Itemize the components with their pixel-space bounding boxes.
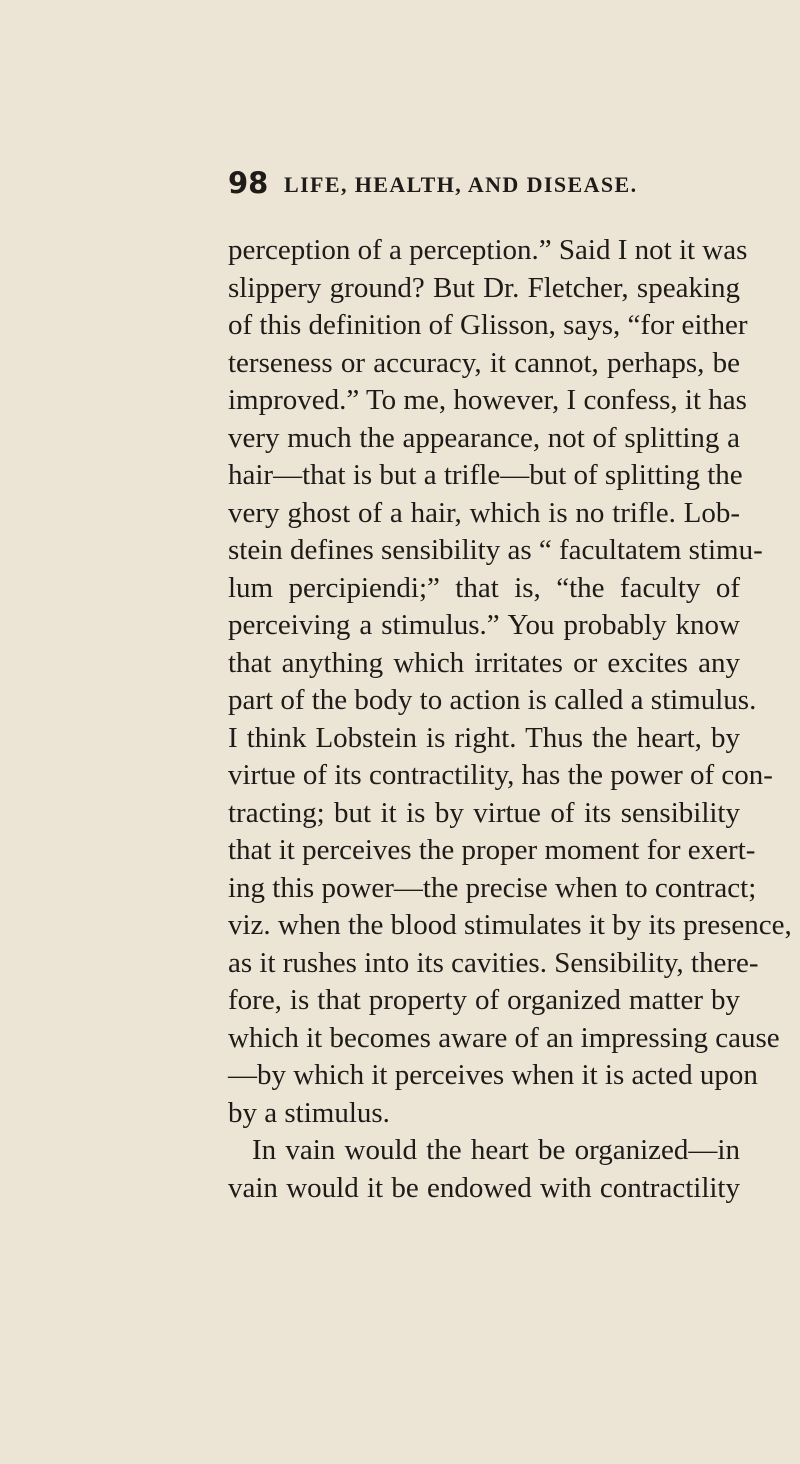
text-line: slippery ground? But Dr. Fletcher, speaking xyxy=(228,271,740,304)
body-text xyxy=(228,232,792,1207)
text-line: perceiving a stimulus.” You probably know xyxy=(228,609,740,641)
text-line: part of the body to action is called a stimulus. xyxy=(228,684,757,716)
text-line: of this definition of Glisson, says, “for either xyxy=(228,309,748,341)
text-line: very much the appearance, not of splitting a xyxy=(228,421,740,454)
text-line: terseness or accuracy, it cannot, perhaps, be xyxy=(228,346,740,379)
page-header xyxy=(228,166,748,206)
text-line: perception of a perception.” Said I not it was xyxy=(228,234,748,266)
text-line: that it perceives the proper moment for exert- xyxy=(228,834,756,866)
text-line: stein defines sensibility as “ facultatem stimu- xyxy=(228,534,763,566)
text-line: that anything which irritates or excites any xyxy=(228,646,740,679)
text-line: virtue of its contractility, has the power of con- xyxy=(228,759,773,791)
text-line: fore, is that property of organized matter by xyxy=(228,984,740,1016)
text-line: In vain would the heart be organized—in xyxy=(252,1134,740,1166)
running-head: LIFE, HEALTH, AND DISEASE. xyxy=(284,172,638,197)
text-line: vain would it be endowed with contractility xyxy=(228,1171,740,1204)
text-line: which it becomes aware of an impressing cause xyxy=(228,1021,780,1054)
text-line: lum percipiendi;” that is, “the faculty of xyxy=(228,571,740,604)
text-line: ing this power—the precise when to contract; xyxy=(228,871,757,904)
text-line: viz. when the blood stimulates it by its presence, xyxy=(228,909,792,941)
page-number: 98 xyxy=(228,166,269,200)
text-line: as it rushes into its cavities. Sensibility, there- xyxy=(228,946,759,979)
text-line: improved.” To me, however, I confess, it has xyxy=(228,384,747,416)
text-line: —by which it perceives when it is acted upon xyxy=(228,1059,758,1091)
text-line: very ghost of a hair, which is no trifle. Lob- xyxy=(228,496,740,529)
text-line: by a stimulus. xyxy=(228,1096,390,1129)
text-line: hair—that is but a trifle—but of splitting the xyxy=(228,459,743,491)
text-line: tracting; but it is by virtue of its sensibility xyxy=(228,796,740,829)
text-line: I think Lobstein is right. Thus the heart, by xyxy=(228,721,740,754)
